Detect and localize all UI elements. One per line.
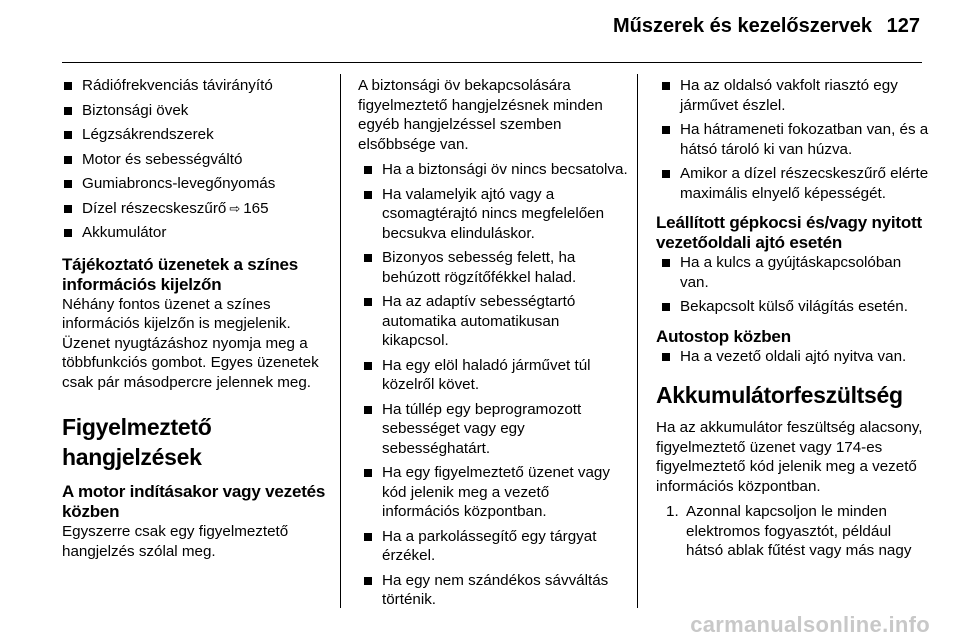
paragraph-seatbelt-priority: A biztonsági öv bekapcsolására figyelmeztető hangjelzésnek minden egyéb hangjelzéssel szemben elsőbbsége van. bbox=[358, 77, 603, 153]
paragraph-battery-voltage: Ha az akkumulátor feszültség alacsony, figyelmeztető üzenet vagy 174-es figyelmeztető kód jelenik meg a vezető információs központban. bbox=[656, 419, 923, 495]
page-title: Műszerek és kezelőszervek bbox=[612, 15, 872, 37]
list-item: Amikor a dízel részecskeszűrő elérte maximális elnyelő képességét. bbox=[660, 164, 930, 203]
page-number: 127 bbox=[886, 15, 920, 37]
list-item: Ha egy figyelmeztető üzenet vagy kód jelenik meg a vezető információs központban. bbox=[362, 463, 628, 522]
list-item: Motor és sebességváltó bbox=[62, 150, 330, 170]
section-heading-autostop: Autostop közben bbox=[656, 326, 791, 346]
list-item: Bizonyos sebesség felett, ha behúzott rögzítőfékkel halad. bbox=[362, 248, 628, 287]
section-heading-parked-vehicle: Leállított gépkocsi és/vagy nyitott vezetőoldali ajtó esetén bbox=[656, 213, 923, 252]
topic-list bbox=[62, 76, 330, 243]
list-item: Ha túllép egy beprogramozott sebességet vagy egy sebességhatárt. bbox=[362, 400, 628, 459]
page-reference-link[interactable]: 165 bbox=[243, 199, 269, 217]
section-heading-engine-start: A motor indításakor vagy vezetés közben bbox=[62, 482, 326, 521]
autostop-conditions-list bbox=[656, 347, 930, 367]
list-item: Gumiabroncs-levegőnyomás bbox=[62, 174, 330, 194]
section-heading-warning-chimes: Figyelmeztető hangjelzések bbox=[62, 414, 212, 470]
list-item: Ha egy elöl haladó járművet túl közelről követ. bbox=[362, 356, 628, 395]
watermark: carmanualsonline.info bbox=[690, 612, 930, 637]
list-item: Ha az oldalsó vakfolt riasztó egy járművet észlel. bbox=[660, 76, 930, 115]
list-item: Rádiófrekvenciás távirányító bbox=[62, 76, 330, 96]
warning-conditions-list bbox=[358, 160, 628, 610]
paragraph-info-display: Néhány fontos üzenet a színes információs kijelzőn is megjelenik. Üzenet nyugtázáshoz nyomja meg a többfunkciós gombot. Egyes üzenetek csak pár másodpercre jelennek meg. bbox=[62, 295, 319, 391]
list-item: Ha hátrameneti fokozatban van, és a hátsó tároló ki van húzva. bbox=[660, 120, 930, 159]
section-heading-battery-voltage: Akkumulátorfeszültség bbox=[656, 382, 903, 408]
page-reference-arrow-icon: ⇨ bbox=[229, 200, 241, 216]
list-item: Légzsákrendszerek bbox=[62, 125, 330, 145]
list-item: Biztonsági övek bbox=[62, 101, 330, 121]
header-rule bbox=[62, 62, 922, 63]
step-number: 1. bbox=[666, 503, 679, 520]
list-item: Akkumulátor bbox=[62, 223, 330, 243]
column-divider-2 bbox=[637, 74, 638, 608]
column-3 bbox=[656, 76, 930, 561]
column-2 bbox=[358, 76, 628, 615]
list-item: Ha az adaptív sebességtartó automatika automatikusan kikapcsol. bbox=[362, 292, 628, 351]
warning-conditions-list-continued bbox=[656, 76, 930, 203]
list-item: Ha a parkolássegítő egy tárgyat érzékel. bbox=[362, 527, 628, 566]
list-item-text: Dízel részecskeszűrő bbox=[82, 199, 227, 217]
paragraph-engine-start: Egyszerre csak egy figyelmeztető hangjelzés szólal meg. bbox=[62, 523, 289, 560]
list-item bbox=[656, 502, 930, 561]
column-1 bbox=[62, 76, 330, 567]
list-item bbox=[62, 199, 330, 219]
battery-steps-list bbox=[656, 502, 930, 561]
list-item: Ha a biztonsági öv nincs becsatolva. bbox=[362, 160, 628, 180]
list-item: Ha a kulcs a gyújtáskapcsolóban van. bbox=[660, 253, 930, 292]
list-item: Ha valamelyik ajtó vagy a csomagtérajtó nincs megfelelően becsukva elinduláskor. bbox=[362, 185, 628, 244]
parked-conditions-list bbox=[656, 253, 930, 317]
list-item: Ha egy nem szándékos sávváltás történik. bbox=[362, 571, 628, 610]
list-item: Ha a vezető oldali ajtó nyitva van. bbox=[660, 347, 930, 367]
column-divider-1 bbox=[340, 74, 341, 608]
list-item: Bekapcsolt külső világítás esetén. bbox=[660, 297, 930, 317]
step-text: Azonnal kapcsoljon le minden elektromos fogyasztót, például hátsó ablak fűtést vagy más nagy bbox=[686, 503, 912, 559]
section-heading-info-display: Tájékoztató üzenetek a színes információs kijelzőn bbox=[62, 254, 299, 294]
